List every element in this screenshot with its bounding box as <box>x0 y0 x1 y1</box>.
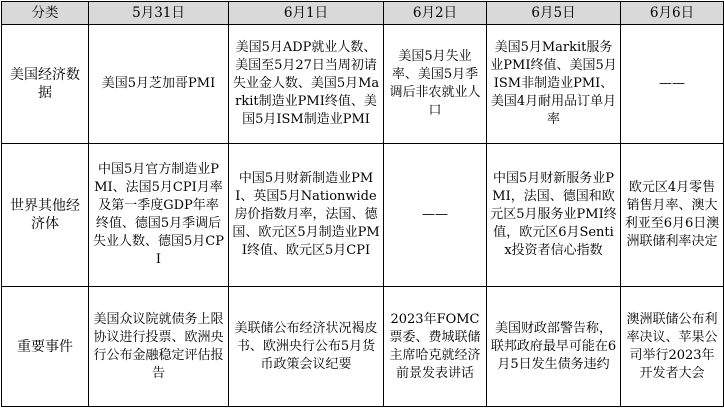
table-cell: —— <box>384 143 487 287</box>
table-cell: 美国5月芝加哥PMI <box>89 25 229 144</box>
header-jun-5: 6月5日 <box>487 2 621 25</box>
table-cell: 中国5月财新制造业PMI、英国5月Nationwide房价指数月率，法国、德国、欧元区5月制造业PMI终值、欧元区5月CPI <box>229 143 384 287</box>
header-category: 分类 <box>2 2 89 25</box>
table-cell: 美国5月失业率、美国5月季调后非农就业人口 <box>384 25 487 144</box>
table-cell: —— <box>621 25 724 144</box>
row-us-economic-data <box>2 25 724 144</box>
table-cell: 美国5月ADP就业人数、美国至5月27日当周初请失业金人数、美国5月Markit制造业PMI终值、美国5月ISM制造业PMI <box>229 25 384 144</box>
table-cell: 美联储公布经济状况褐皮书、欧洲央行公布5月货币政策会议纪要 <box>229 287 384 407</box>
header-row <box>2 2 724 25</box>
table-cell: 2023年FOMC票委、费城联储主席哈克就经济前景发表讲话 <box>384 287 487 407</box>
header-may-31: 5月31日 <box>89 2 229 25</box>
economic-calendar-table <box>1 1 724 407</box>
header-jun-6: 6月6日 <box>621 2 724 25</box>
table-cell: 美国5月Markit服务业PMI终值、美国5月ISM非制造业PMI、美国4月耐用品订单月率 <box>487 25 621 144</box>
header-jun-1: 6月1日 <box>229 2 384 25</box>
row-important-events <box>2 287 724 407</box>
row-category: 美国经济数据 <box>2 25 89 144</box>
table-cell: 中国5月官方制造业PMI、法国5月CPI月率及第一季度GDP年率终值、德国5月季调后失业人数、德国5月CPI <box>89 143 229 287</box>
table-cell: 美国财政部警告称，联邦政府最早可能在6月5日发生债务违约 <box>487 287 621 407</box>
calendar-table-container <box>1 1 723 407</box>
row-category: 重要事件 <box>2 287 89 407</box>
table-cell: 美国众议院就债务上限协议进行投票、欧洲央行公布金融稳定评估报告 <box>89 287 229 407</box>
header-jun-2: 6月2日 <box>384 2 487 25</box>
row-category: 世界其他经济体 <box>2 143 89 287</box>
row-other-economies <box>2 143 724 287</box>
table-cell: 欧元区4月零售销售月率、澳大利亚至6月6日澳洲联储利率决定 <box>621 143 724 287</box>
table-cell: 澳洲联储公布利率决议、苹果公司举行2023年开发者大会 <box>621 287 724 407</box>
table-cell: 中国5月财新服务业PMI，法国、德国和欧元区5月服务业PMI终值，欧元区6月Sentix投资者信心指数 <box>487 143 621 287</box>
